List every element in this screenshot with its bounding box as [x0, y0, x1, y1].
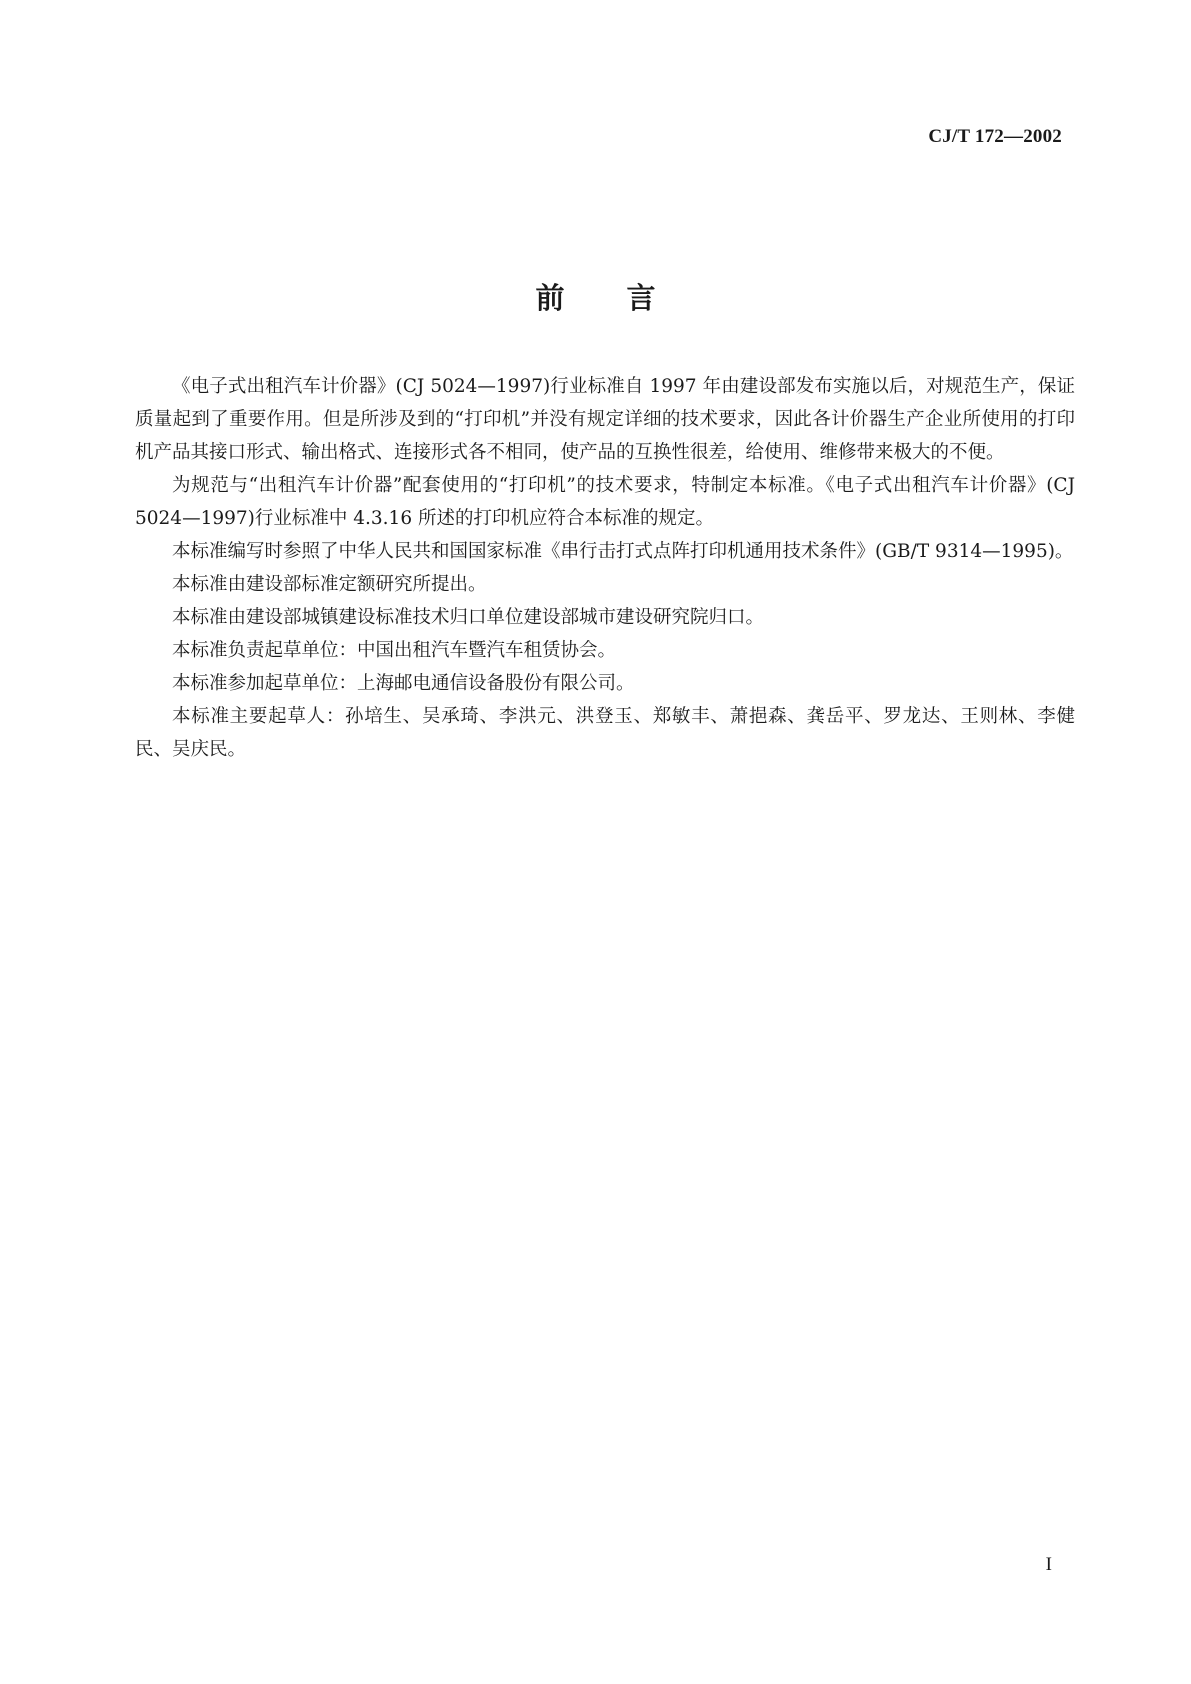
- page-title: 前言: [535, 281, 718, 315]
- foreword-body: [135, 370, 1075, 766]
- paragraph-6: 本标准负责起草单位：中国出租汽车暨汽车租赁协会。: [172, 640, 617, 661]
- paragraph-4: 本标准由建设部标准定额研究所提出。: [172, 574, 487, 595]
- paragraph-7: 本标准参加起草单位：上海邮电通信设备股份有限公司。: [172, 673, 635, 694]
- paragraph-3: 本标准编写时参照了中华人民共和国国家标准《串行击打式点阵打印机通用技术条件》(GB/T 9314—1995)。: [172, 541, 1074, 562]
- paragraph-8: 本标准主要起草人：孙培生、吴承琦、李洪元、洪登玉、郑敏丰、萧挹森、龚岳平、罗龙达、王则林、李健民、吴庆民。: [135, 706, 1075, 760]
- standard-code: CJ/T 172—2002: [928, 126, 1062, 147]
- paragraph-1: 《电子式出租汽车计价器》(CJ 5024—1997)行业标准自 1997 年由建设部发布实施以后，对规范生产，保证质量起到了重要作用。但是所涉及到的“打印机”并没有规定详细的技术要求，因此各计价器生产企业所使用的打印机产品其接口形式、输出格式、连接形式各不相同，使产品的互换性很差，给使用、维修带来极大的不便。: [135, 376, 1075, 463]
- page-number: I: [1045, 1554, 1052, 1575]
- paragraph-2: 为规范与“出租汽车计价器”配套使用的“打印机”的技术要求，特制定本标准。《电子式出租汽车计价器》(CJ 5024—1997)行业标准中 4.3.16 所述的打印机应符合本标准的规定。: [135, 475, 1075, 529]
- paragraph-5: 本标准由建设部城镇建设标准技术归口单位建设部城市建设研究院归口。: [172, 607, 765, 628]
